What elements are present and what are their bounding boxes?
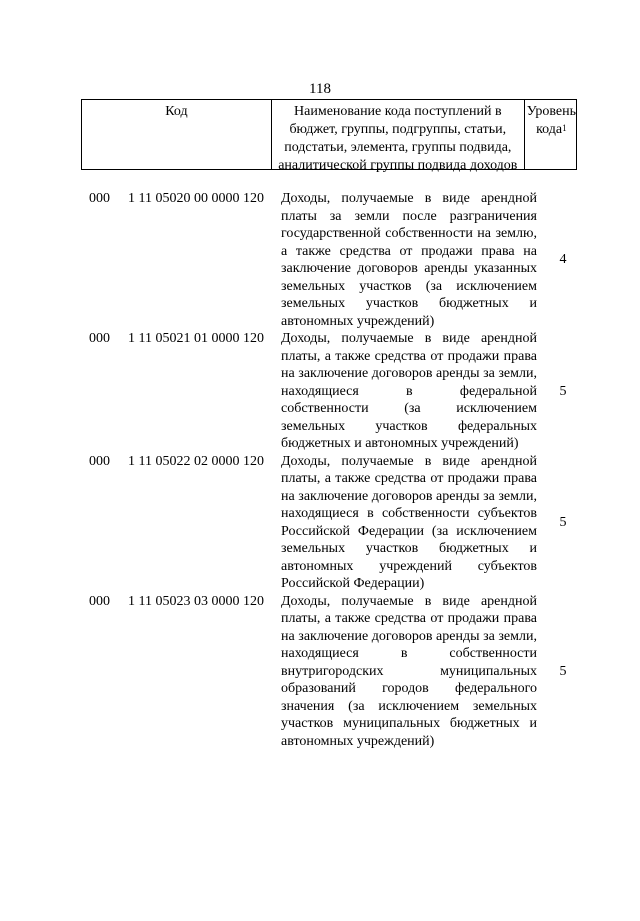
header-level-tail: а — [555, 122, 563, 137]
table-header — [81, 99, 577, 173]
page-number: 118 — [309, 81, 331, 97]
row-admin-code: 000 — [89, 593, 110, 609]
header-level-footnote: 1 — [562, 123, 567, 133]
row-name: Доходы, получаемые в виде арендной платы за земли после разграничения государственной собственности на землю, а также средства от продажи права на заключение договоров аренды указанных земельных участков (за исключением земельных участков бюджетных и автономных учреждений) — [281, 191, 537, 329]
row-name: Доходы, получаемые в виде арендной платы, а также средства от продажи права на заключение договоров аренды за земли, находящиеся в собственности внутригородских муниципальных образований городов федерального значения (за исключением земельных участков муниципальных бюджетных и автономных учреждений) — [281, 593, 537, 749]
header-name: Наименование кода поступлений в бюджет, группы, подгруппы, статьи, подстатьи, элемента, группы подвида, аналитической группы подвида доходов — [272, 100, 525, 169]
table-row — [81, 593, 581, 751]
row-level: 5 — [559, 383, 567, 399]
row-level: 5 — [559, 514, 567, 530]
header-level-text: Уровень код — [526, 104, 576, 137]
row-name: Доходы, получаемые в виде арендной платы, а также средства от продажи права на заключение договоров аренды за земли, находящиеся в собственности субъектов Российской Федерации (за исключением земельных участков бюджетных и автономных учреждений субъектов Российской Федерации) — [281, 453, 537, 591]
row-admin-code: 000 — [89, 191, 110, 206]
row-budget-code: 1 11 05021 01 0000 120 — [128, 331, 264, 346]
header-level — [525, 100, 576, 169]
row-budget-code: 1 11 05023 03 0000 120 — [128, 593, 264, 609]
table-row — [81, 330, 581, 453]
row-level: 5 — [559, 663, 567, 679]
row-budget-code: 1 11 05020 00 0000 120 — [128, 191, 264, 206]
row-level: 4 — [559, 252, 567, 268]
row-name: Доходы, получаемые в виде арендной платы, а также средства от продажи права на заключение договоров аренды за земли, находящиеся в федеральной собственности (за исключением земельных участков федеральных бюджетных и автономных учреждений) — [281, 331, 537, 451]
header-code: Код — [82, 100, 272, 169]
row-budget-code: 1 11 05022 02 0000 120 — [128, 453, 264, 469]
table-body — [81, 190, 581, 750]
row-admin-code: 000 — [89, 331, 110, 346]
table-row — [81, 190, 581, 330]
row-admin-code: 000 — [89, 453, 110, 469]
table-row — [81, 453, 581, 593]
